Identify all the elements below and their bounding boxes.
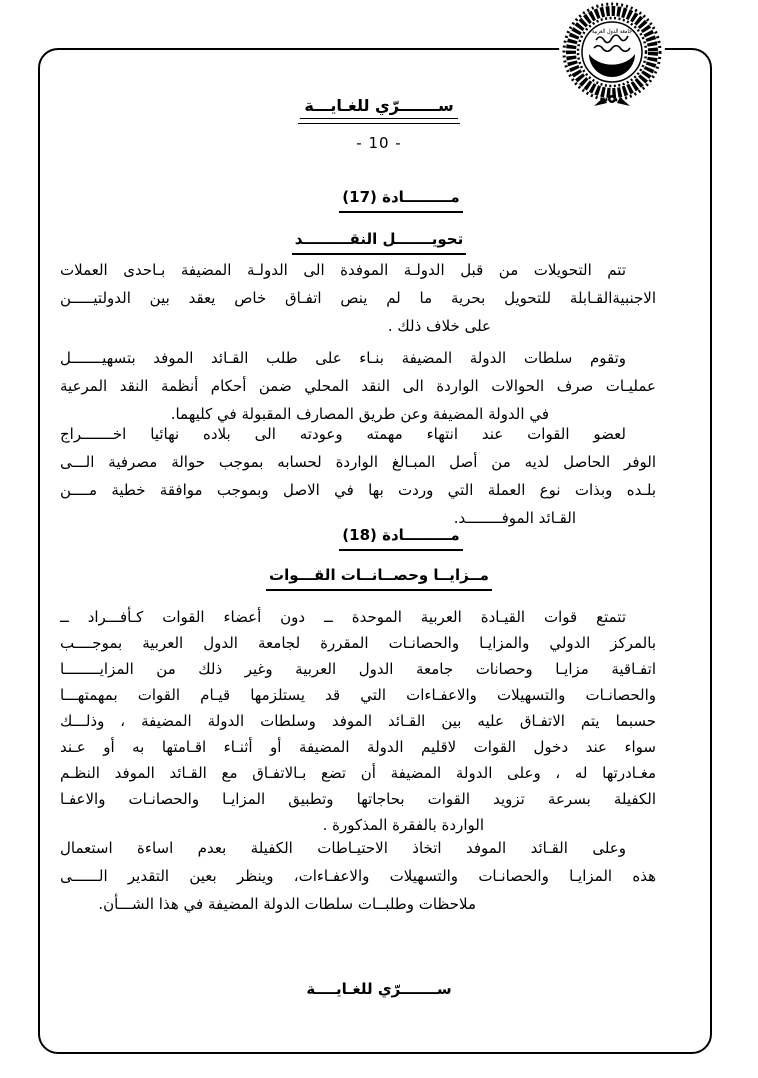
- text-line: وعلى القـائد الموفد اتخاذ الاحتيـاطات الكفيلة بعدم اساءة استعمال: [60, 839, 626, 857]
- article-17-heading: [0, 188, 758, 213]
- article-18-heading-text: مـــــــــادة (18): [339, 526, 462, 551]
- text-line: بالمركز الدولي والمزايـا والحصانـات المقررة لجامعة الدول العربية بموجــــب: [60, 634, 656, 652]
- classification-bottom-text: ســـــــرّي للغـايــــة: [306, 980, 452, 998]
- text-line: تتم التحويلات من قبل الدولـة الموفدة الى الدولـة المضيفة بـاحدى العملات: [60, 261, 626, 279]
- article-17-title-text: تحويـــــــل النقـــــــــد: [292, 230, 466, 255]
- text-line: سواء عند دخول القوات لاقليم الدولة المضيفة أو أثنـاء اقـامتها به أو عـند: [60, 738, 656, 756]
- text-line: والحصانـات والتسهيلات والاعفـاءات التي قد يستلزمها قيـام القوات بمهمتهـــا: [60, 686, 656, 704]
- text-line: الكفيلة بسرعة تزويد القوات بحاجاتها وتطبيق المزايـا والحصانـات والاعفـا: [60, 790, 656, 808]
- text-line: في الدولة المضيفة وعن طريق المصارف المقبولة في كليهما.: [170, 405, 549, 423]
- text-line: هذه المزايـا والحصانـات والتسهيلات والاعفـاءات، وينظر بعين التقدير الــــــى: [60, 867, 656, 885]
- arab-league-emblem-icon: [556, 0, 668, 112]
- emblem-calligraphy-text: جامعة الدول العربية: [592, 28, 633, 35]
- text-line: عمليـات صرف الحوالات الواردة الى النقد المحلي ضمن أحكام أنظمة النقد المرعية: [60, 377, 656, 395]
- text-line: تتمتع قوات القيـادة العربية الموحدة ــ دون أعضاء القوات كـأفـــراد ــ: [60, 608, 626, 626]
- article-17-paragraph-2: [60, 344, 656, 428]
- article-18-title-text: مــزايــا وحصــانــات القـــوات: [266, 566, 492, 591]
- text-line: القـائد الموفــــــــد.: [453, 509, 576, 527]
- article-18-paragraph-1: [60, 604, 656, 838]
- article-17-paragraph-1: [60, 256, 656, 340]
- text-line: وتقوم سلطات الدولة المضيفة بنـاء على طلب القـائد الموفد بتسهيـــــــل: [60, 349, 626, 367]
- article-17-title: [0, 230, 758, 255]
- article-18-heading: [0, 526, 758, 551]
- text-line: الواردة بالفقرة المذكورة .: [322, 816, 484, 834]
- text-line: الاجنبيةالقـابلة للتحويل بحرية ما لم ينص اتفـاق خاص يعقد بين الدولتيـــــن: [60, 289, 656, 307]
- article-18-title: [0, 566, 758, 591]
- text-line: مغـادرتها له ، وعلى الدولة المضيفة أن تضع بـالاتفـاق مع القـائد الموفد النظـم: [60, 764, 656, 782]
- text-line: الوفر الحاصل لديه من أصل المبـالغ الواردة لحسابه بموجب حوالة مصرفية الـــى: [60, 453, 656, 471]
- page-number: - 10 -: [356, 134, 402, 152]
- article-17-heading-text: مـــــــــادة (17): [339, 188, 462, 213]
- text-line: حسبما يتم الاتفـاق عليه بين القـائد الموفد وسلطات الدولة المضيفة ، وذلـــك: [60, 712, 656, 730]
- classification-footer: [0, 980, 758, 998]
- text-line: بلـده وبذات نوع العملة التي وردت بها في الاصل وبموجب موافقة خطية مــــن: [60, 481, 656, 499]
- classification-top-text: ســـــــرّي للغـايـــة: [300, 96, 457, 119]
- text-line: لعضو القوات عند انتهاء مهمته وعودته الى بلاده نهائيا اخـــــــراج: [60, 425, 626, 443]
- text-line: على خلاف ذلك .: [387, 317, 491, 335]
- article-17-paragraph-3: [60, 420, 656, 532]
- article-18-paragraph-2: [60, 834, 656, 918]
- text-line: اتفـاقية مزايـا وحصانات جامعة الدول العربية وغير ذلك من المزايــــــــا: [60, 660, 656, 678]
- text-line: ملاحظات وطلبــات سلطات الدولة المضيفة في هذا الشـــأن.: [98, 895, 476, 913]
